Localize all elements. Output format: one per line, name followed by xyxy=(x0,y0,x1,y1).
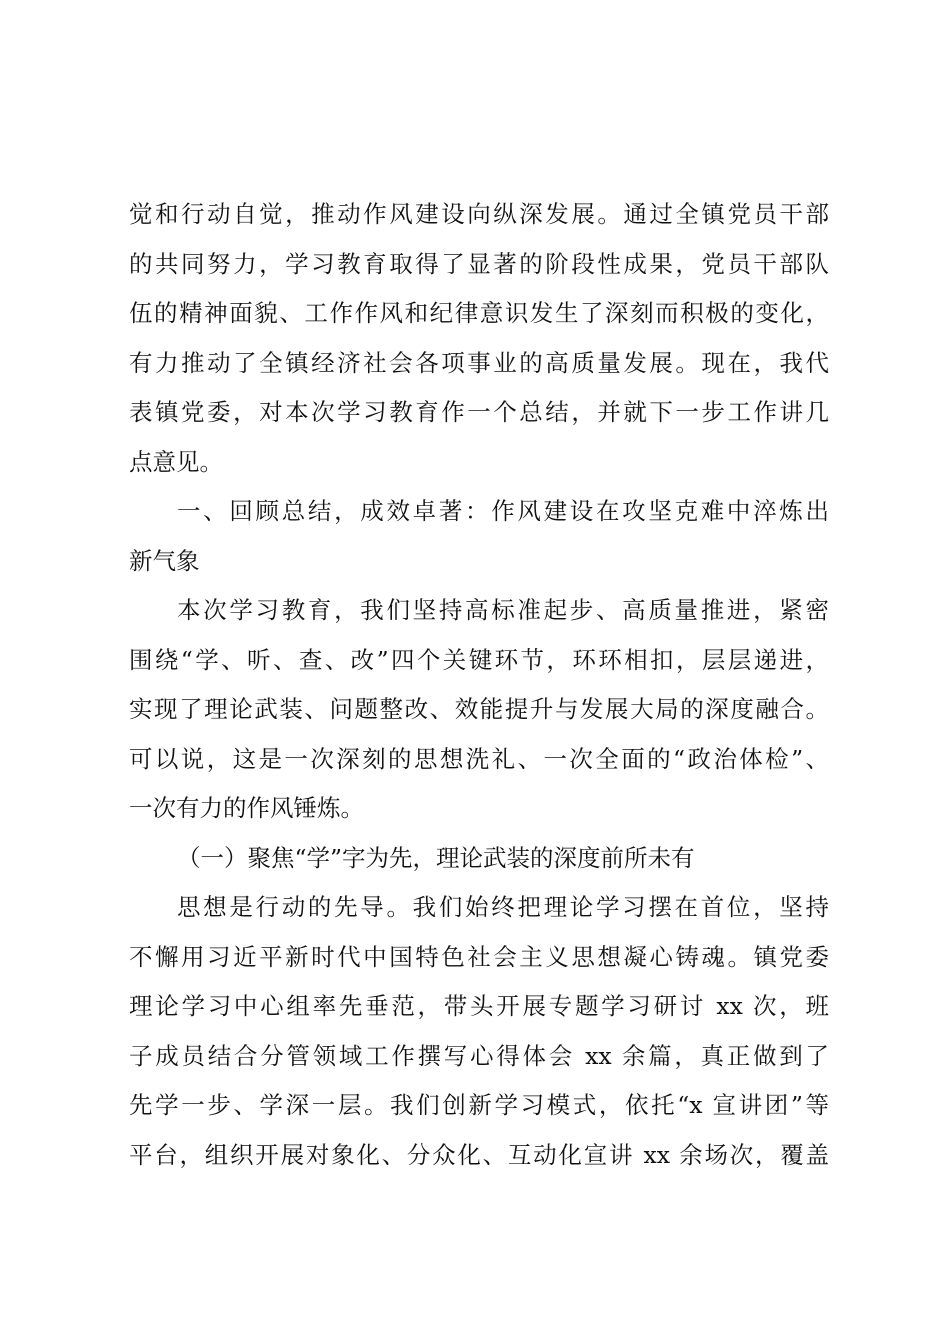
text-line: 点意见。 xyxy=(129,447,223,476)
text-line: 一、回顾总结，成效卓著：作风建设在攻坚克难中淬炼出 xyxy=(177,497,829,525)
text-line: 可以说，这是一次深刻的思想洗礼、一次全面的“政治体检”、 xyxy=(129,744,829,773)
text-line: 子成员结合分管领域工作撰写心得体会 xx 余篇，真正做到了 xyxy=(129,1041,829,1070)
text-line: 一次有力的作风锤炼。 xyxy=(129,794,364,822)
text-line: 理论学习中心组率先垂范，带头开展专题学习研讨 xx 次，班 xyxy=(129,992,829,1020)
text-line: 实现了理论武装、问题整改、效能提升与发展大局的深度融合。 xyxy=(129,695,829,723)
text-line: 思想是行动的先导。我们始终把理论学习摆在首位，坚持 xyxy=(177,893,829,921)
text-line: 有力推动了全镇经济社会各项事业的高质量发展。现在，我代 xyxy=(129,348,829,377)
text-line: 伍的精神面貌、工作作风和纪律意识发生了深刻而积极的变化， xyxy=(129,299,829,327)
document-body xyxy=(129,190,829,1180)
text-line: 本次学习教育，我们坚持高标准起步、高质量推进，紧密 xyxy=(177,596,829,624)
text-line: 围绕“学、听、查、改”四个关键环节，环环相扣，层层递进， xyxy=(129,645,829,674)
text-line: 平台，组织开展对象化、分众化、互动化宣讲 xx 余场次，覆盖 xyxy=(129,1140,829,1169)
text-line: 新气象 xyxy=(129,546,200,575)
text-line: 先学一步、学深一层。我们创新学习模式，依托“x 宣讲团”等 xyxy=(129,1091,829,1119)
text-line: 的共同努力，学习教育取得了显著的阶段性成果，党员干部队 xyxy=(129,249,829,278)
text-line: （一）聚焦“学”字为先，理论武装的深度前所未有 xyxy=(177,843,695,872)
text-line: 不懈用习近平新时代中国特色社会主义思想凝心铸魂。镇党委 xyxy=(129,942,829,971)
text-line: 觉和行动自觉，推动作风建设向纵深发展。通过全镇党员干部 xyxy=(129,200,829,228)
text-line: 表镇党委，对本次学习教育作一个总结，并就下一步工作讲几 xyxy=(129,398,829,426)
